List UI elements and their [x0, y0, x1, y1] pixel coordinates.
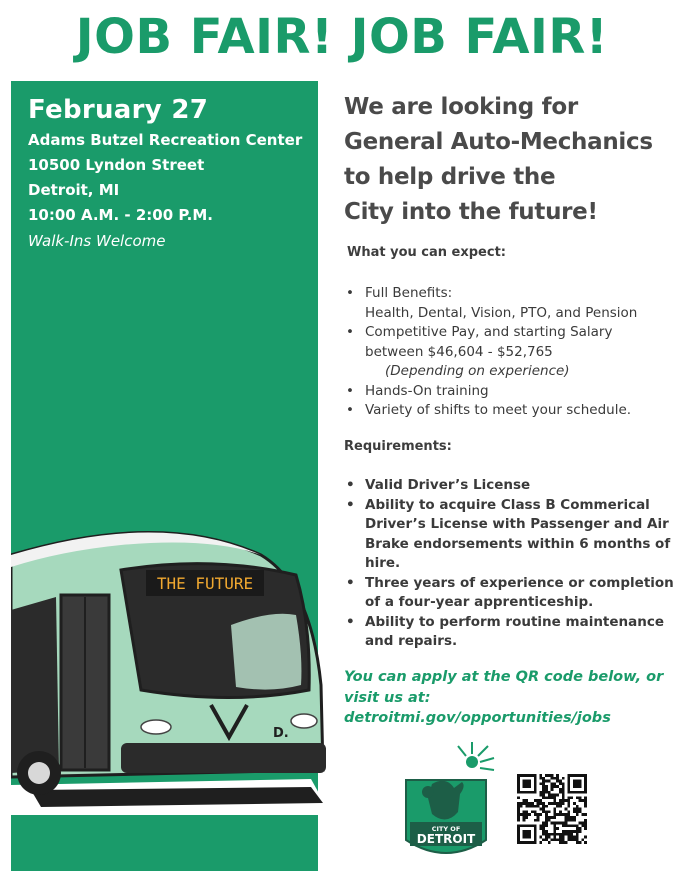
statue-head-icon	[422, 786, 434, 798]
logo-city-of: CITY OF	[431, 825, 461, 833]
salary-note: (Depending on experience)	[385, 363, 570, 379]
bus-illustration	[11, 515, 331, 815]
apply-info	[344, 667, 674, 729]
pitch-block	[344, 90, 674, 230]
expect-heading: What you can expect:	[347, 245, 506, 260]
pitch-line: We are looking for	[344, 94, 578, 120]
pitch-line: General Auto-Mechanics	[344, 129, 653, 155]
bus-bumper	[121, 743, 326, 773]
headlight-left	[141, 720, 171, 734]
list-item: • Hands-On training	[346, 382, 489, 399]
requirements-list	[344, 476, 679, 652]
windshield-reflection	[231, 614, 301, 690]
list-item: • Three years of experience or completion of a four-year apprenticeship.	[346, 574, 674, 610]
sun-icon	[466, 756, 478, 768]
list-item: • Ability to acquire Class B Commerical Driver’s License with Passenger and Air Brake endorsements within 6 months of hire.	[346, 496, 671, 571]
bus-wheel-hub	[28, 762, 50, 784]
list-item: • Ability to perform routine maintenance and repairs.	[346, 613, 665, 649]
expect-list	[344, 284, 679, 421]
list-item: • Valid Driver’s License	[346, 477, 531, 493]
list-item: • Full Benefits: Health, Dental, Vision, PTO, and Pension	[346, 285, 638, 321]
logo-detroit: DETROIT	[416, 832, 476, 846]
requirements-heading: Requirements:	[344, 439, 452, 454]
list-item: • Competitive Pay, and starting Salary between $46,604 - $52,765 (Depending on experience)	[344, 323, 679, 382]
bus-side-window	[11, 597, 59, 773]
event-time: 10:00 A.M. - 2:00 P.M.	[28, 206, 213, 224]
pitch-line: City into the future!	[344, 199, 598, 225]
event-date: February 27	[28, 95, 209, 125]
apply-url-link[interactable]: detroitmi.gov/opportunities/jobs	[344, 710, 611, 726]
qr-code[interactable]	[517, 774, 587, 844]
destination-sign-text: THE FUTURE	[156, 574, 254, 593]
list-item: • Variety of shifts to meet your schedule.	[346, 402, 632, 418]
headline: JOB FAIR! JOB FAIR!	[75, 9, 609, 65]
event-street: 10500 Lyndon Street	[28, 156, 205, 174]
apply-line: You can apply at the QR code below, or	[344, 669, 664, 685]
city-of-detroit-logo	[392, 740, 500, 864]
event-info	[28, 92, 318, 254]
event-city: Detroit, MI	[28, 181, 120, 199]
bus-badge: D.	[273, 726, 289, 741]
pitch-line: to help drive the	[344, 164, 556, 190]
event-walkins: Walk-Ins Welcome	[28, 232, 166, 250]
headlight-right	[291, 714, 317, 728]
event-venue: Adams Butzel Recreation Center	[28, 131, 303, 149]
apply-line: visit us at:	[344, 689, 431, 706]
